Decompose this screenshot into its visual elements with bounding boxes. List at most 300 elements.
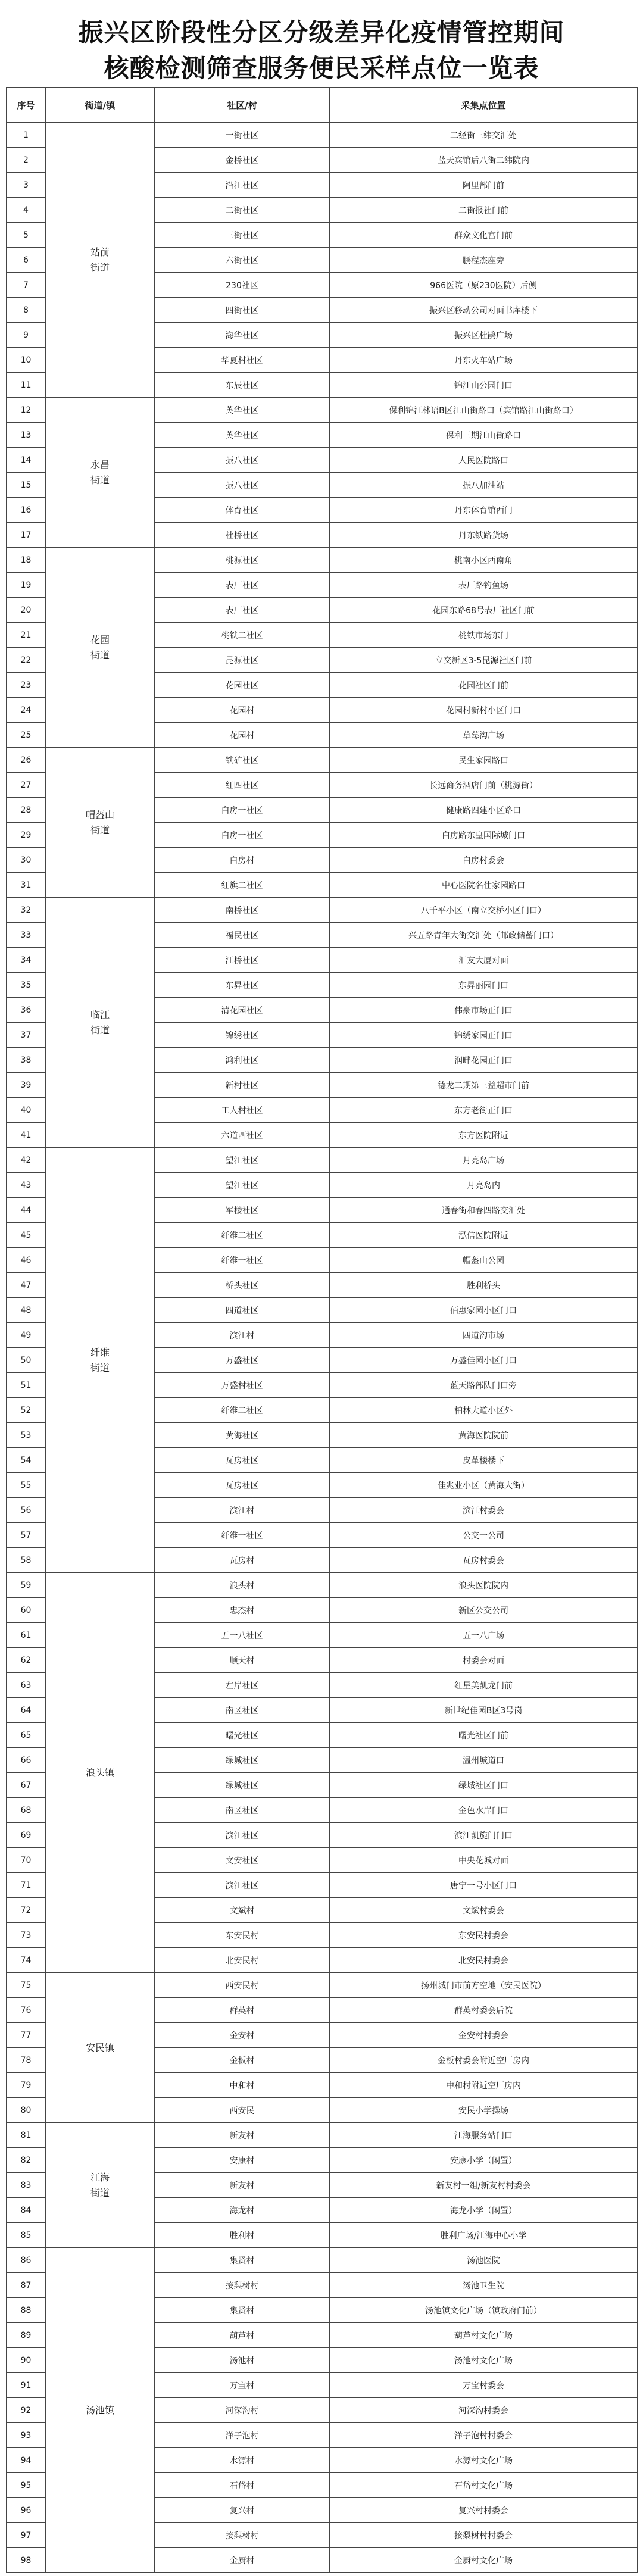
- row-index: 80: [7, 2098, 46, 2123]
- row-index: 42: [7, 1148, 46, 1173]
- sampling-location: 丹东铁路货场: [330, 523, 638, 548]
- row-index: 1: [7, 123, 46, 148]
- sampling-location: 长远商务酒店门前（桃源街）: [330, 773, 638, 798]
- community-name: 河深沟村: [155, 2398, 330, 2423]
- row-index: 79: [7, 2073, 46, 2098]
- table-row: [7, 548, 638, 573]
- row-index: 10: [7, 348, 46, 373]
- community-name: 四道社区: [155, 1298, 330, 1323]
- community-name: 铁矿社区: [155, 748, 330, 773]
- community-name: 桃铁二社区: [155, 623, 330, 648]
- community-name: 南区社区: [155, 1698, 330, 1723]
- community-name: 五一八社区: [155, 1623, 330, 1648]
- sampling-location: 振八加油站: [330, 473, 638, 498]
- table-row: [7, 2123, 638, 2148]
- row-index: 59: [7, 1573, 46, 1598]
- row-index: 71: [7, 1873, 46, 1898]
- row-index: 76: [7, 1998, 46, 2023]
- street-name: 帽盔山 街道: [46, 748, 155, 898]
- row-index: 26: [7, 748, 46, 773]
- community-name: 东辰社区: [155, 373, 330, 398]
- sampling-location: 胜利广场/江海中心小学: [330, 2223, 638, 2248]
- sampling-location: 白房路东皇国际城门口: [330, 823, 638, 848]
- sampling-location: 东方医院附近: [330, 1123, 638, 1148]
- sampling-location: 兴五路青年大街交汇处（邮政储蓄门口）: [330, 923, 638, 948]
- community-name: 东安民村: [155, 1923, 330, 1948]
- table-body: [7, 123, 638, 2573]
- header-community: 社区/村: [155, 88, 330, 123]
- sampling-location: 丹东体育馆西门: [330, 498, 638, 523]
- community-name: 振八社区: [155, 448, 330, 473]
- community-name: 表厂社区: [155, 598, 330, 623]
- table-row: [7, 2248, 638, 2273]
- sampling-location: 花园村新村小区门口: [330, 698, 638, 723]
- sampling-location: 蓝天路部队门口旁: [330, 1373, 638, 1398]
- sampling-location: 公交一公司: [330, 1523, 638, 1548]
- sampling-location: 五一八广场: [330, 1623, 638, 1648]
- community-name: 英华社区: [155, 423, 330, 448]
- community-name: 曙光社区: [155, 1723, 330, 1748]
- sampling-location: 滨江村委会: [330, 1498, 638, 1523]
- community-name: 军楼社区: [155, 1198, 330, 1223]
- community-name: 三街社区: [155, 223, 330, 248]
- community-name: 南桥社区: [155, 898, 330, 923]
- sampling-location: 万宝村委会: [330, 2373, 638, 2398]
- community-name: 沿江社区: [155, 173, 330, 198]
- row-index: 54: [7, 1448, 46, 1473]
- row-index: 47: [7, 1273, 46, 1298]
- row-index: 63: [7, 1673, 46, 1698]
- community-name: 忠杰村: [155, 1598, 330, 1623]
- row-index: 34: [7, 948, 46, 973]
- row-index: 60: [7, 1598, 46, 1623]
- community-name: 绿城社区: [155, 1748, 330, 1773]
- community-name: 昆源社区: [155, 648, 330, 673]
- community-name: 一街社区: [155, 123, 330, 148]
- street-name: 纤维 街道: [46, 1148, 155, 1573]
- community-name: 纤维二社区: [155, 1223, 330, 1248]
- community-name: 集贤村: [155, 2248, 330, 2273]
- row-index: 65: [7, 1723, 46, 1748]
- row-index: 88: [7, 2298, 46, 2323]
- sampling-location: 润畔花园正门口: [330, 1048, 638, 1073]
- sampling-location: 汇友大厦对面: [330, 948, 638, 973]
- community-name: 顺天村: [155, 1648, 330, 1673]
- sampling-location: 二街报社门前: [330, 198, 638, 223]
- row-index: 64: [7, 1698, 46, 1723]
- community-name: 洋子泡村: [155, 2423, 330, 2448]
- row-index: 52: [7, 1398, 46, 1423]
- sampling-location: 佰惠家园小区门口: [330, 1298, 638, 1323]
- sampling-location: 汤池镇文化广场（镇政府门前）: [330, 2298, 638, 2323]
- row-index: 82: [7, 2148, 46, 2173]
- row-index: 94: [7, 2448, 46, 2473]
- sampling-location: 柏林大道小区外: [330, 1398, 638, 1423]
- sampling-location: 洋子泡村村委会: [330, 2423, 638, 2448]
- sampling-location: 河深沟村委会: [330, 2398, 638, 2423]
- row-index: 50: [7, 1348, 46, 1373]
- sampling-location: 桃南小区西南角: [330, 548, 638, 573]
- page-title: 振兴区阶段性分区分级差异化疫情管控期间: [78, 18, 565, 47]
- row-index: 84: [7, 2198, 46, 2223]
- sampling-location: 蓝天宾馆后八街二纬院内: [330, 148, 638, 173]
- community-name: 白房一社区: [155, 823, 330, 848]
- community-name: 纤维二社区: [155, 1398, 330, 1423]
- row-index: 73: [7, 1923, 46, 1948]
- row-index: 40: [7, 1098, 46, 1123]
- street-name: 汤池镇: [46, 2248, 155, 2573]
- row-index: 18: [7, 548, 46, 573]
- row-index: 56: [7, 1498, 46, 1523]
- community-name: 桥头社区: [155, 1273, 330, 1298]
- community-name: 海龙村: [155, 2198, 330, 2223]
- sampling-location: 接梨树村村委会: [330, 2523, 638, 2548]
- community-name: 锦绣社区: [155, 1023, 330, 1048]
- sampling-location: 佳兆业小区（黄海大街）: [330, 1473, 638, 1498]
- community-name: 花园村: [155, 698, 330, 723]
- sampling-location: 北安民村委会: [330, 1948, 638, 1973]
- community-name: 复兴村: [155, 2498, 330, 2523]
- row-index: 14: [7, 448, 46, 473]
- sampling-location: 新区公交公司: [330, 1598, 638, 1623]
- community-name: 望江社区: [155, 1173, 330, 1198]
- community-name: 胜利村: [155, 2223, 330, 2248]
- sampling-location: 966医院（原230医院）后侧: [330, 273, 638, 298]
- row-index: 44: [7, 1198, 46, 1223]
- sampling-location: 立交新区3-5昆源社区门前: [330, 648, 638, 673]
- header-index: 序号: [7, 88, 46, 123]
- table-row: [7, 123, 638, 148]
- row-index: 21: [7, 623, 46, 648]
- community-name: 白房一社区: [155, 798, 330, 823]
- community-name: 南区社区: [155, 1798, 330, 1823]
- community-name: 英华社区: [155, 398, 330, 423]
- community-name: 四街社区: [155, 298, 330, 323]
- row-index: 29: [7, 823, 46, 848]
- sampling-location: 德龙二期第三益超市门前: [330, 1073, 638, 1098]
- row-index: 28: [7, 798, 46, 823]
- sampling-location: 中心医院名仕家园路口: [330, 873, 638, 898]
- row-index: 13: [7, 423, 46, 448]
- table-row: [7, 898, 638, 923]
- sampling-location: 曙光社区门前: [330, 1723, 638, 1748]
- table-header-row: [7, 88, 638, 123]
- row-index: 67: [7, 1773, 46, 1798]
- sampling-location: 滨江凯旋门门口: [330, 1823, 638, 1848]
- row-index: 43: [7, 1173, 46, 1198]
- table-row: [7, 398, 638, 423]
- header-location: 采集点位置: [330, 88, 638, 123]
- community-name: 杜桥社区: [155, 523, 330, 548]
- row-index: 57: [7, 1523, 46, 1548]
- sampling-location: 海龙小学（闲置）: [330, 2198, 638, 2223]
- sampling-location: 皮革楼楼下: [330, 1448, 638, 1473]
- row-index: 46: [7, 1248, 46, 1273]
- row-index: 23: [7, 673, 46, 698]
- community-name: 左岸社区: [155, 1673, 330, 1698]
- row-index: 12: [7, 398, 46, 423]
- sampling-location: 群众文化宫门前: [330, 223, 638, 248]
- row-index: 97: [7, 2523, 46, 2548]
- table-row: [7, 1148, 638, 1173]
- row-index: 5: [7, 223, 46, 248]
- sampling-location: 保利三期江山街路口: [330, 423, 638, 448]
- community-name: 金板村: [155, 2048, 330, 2073]
- community-name: 葫芦村: [155, 2323, 330, 2348]
- community-name: 白房村: [155, 848, 330, 873]
- community-name: 花园村: [155, 723, 330, 748]
- sampling-location: 金安村村委会: [330, 2023, 638, 2048]
- community-name: 鸿利社区: [155, 1048, 330, 1073]
- sampling-location: 浪头医院院内: [330, 1573, 638, 1598]
- sampling-location: 健康路四建小区路口: [330, 798, 638, 823]
- row-index: 98: [7, 2548, 46, 2573]
- row-index: 36: [7, 998, 46, 1023]
- community-name: 滨江社区: [155, 1823, 330, 1848]
- sampling-location: 阿里部门前: [330, 173, 638, 198]
- sampling-location: 金色水岸门口: [330, 1798, 638, 1823]
- sampling-location: 花园社区门前: [330, 673, 638, 698]
- community-name: 瓦房社区: [155, 1448, 330, 1473]
- sampling-location: 二经街三纬交汇处: [330, 123, 638, 148]
- sampling-location: 表厂路钓鱼场: [330, 573, 638, 598]
- row-index: 53: [7, 1423, 46, 1448]
- row-index: 33: [7, 923, 46, 948]
- sampling-location: 温州城道口: [330, 1748, 638, 1773]
- community-name: 万盛村社区: [155, 1373, 330, 1398]
- row-index: 74: [7, 1948, 46, 1973]
- row-index: 41: [7, 1123, 46, 1148]
- sampling-location: 鹏程杰座旁: [330, 248, 638, 273]
- community-name: 工人村社区: [155, 1098, 330, 1123]
- sampling-location: 复兴村村委会: [330, 2498, 638, 2523]
- row-index: 15: [7, 473, 46, 498]
- community-name: 接梨树村: [155, 2523, 330, 2548]
- row-index: 58: [7, 1548, 46, 1573]
- community-name: 华夏村社区: [155, 348, 330, 373]
- row-index: 70: [7, 1848, 46, 1873]
- street-name: 江海 街道: [46, 2123, 155, 2248]
- sampling-location: 东方老街正门口: [330, 1098, 638, 1123]
- community-name: 群英村: [155, 1998, 330, 2023]
- community-name: 望江社区: [155, 1148, 330, 1173]
- row-index: 87: [7, 2273, 46, 2298]
- community-name: 体育社区: [155, 498, 330, 523]
- sampling-location: 桃铁市场东门: [330, 623, 638, 648]
- street-name: 安民镇: [46, 1973, 155, 2123]
- sampling-location: 丹东火车站广场: [330, 348, 638, 373]
- community-name: 桃源社区: [155, 548, 330, 573]
- community-name: 东昇社区: [155, 973, 330, 998]
- street-name: 临江 街道: [46, 898, 155, 1148]
- row-index: 6: [7, 248, 46, 273]
- community-name: 金桥社区: [155, 148, 330, 173]
- community-name: 六道西社区: [155, 1123, 330, 1148]
- row-index: 38: [7, 1048, 46, 1073]
- row-index: 35: [7, 973, 46, 998]
- row-index: 32: [7, 898, 46, 923]
- row-index: 11: [7, 373, 46, 398]
- header-street: 街道/镇: [46, 88, 155, 123]
- row-index: 78: [7, 2048, 46, 2073]
- community-name: 花园社区: [155, 673, 330, 698]
- row-index: 16: [7, 498, 46, 523]
- row-index: 77: [7, 2023, 46, 2048]
- row-index: 72: [7, 1898, 46, 1923]
- community-name: 中和村: [155, 2073, 330, 2098]
- row-index: 7: [7, 273, 46, 298]
- street-name: 永昌 街道: [46, 398, 155, 548]
- sampling-location: 新友村一组/新友村村委会: [330, 2173, 638, 2198]
- community-name: 红四社区: [155, 773, 330, 798]
- community-name: 金安村: [155, 2023, 330, 2048]
- sampling-location: 汤池卫生院: [330, 2273, 638, 2298]
- sampling-location: 白房村委会: [330, 848, 638, 873]
- community-name: 西安民: [155, 2098, 330, 2123]
- sampling-location: 草莓沟广场: [330, 723, 638, 748]
- row-index: 81: [7, 2123, 46, 2148]
- community-name: 新友村: [155, 2173, 330, 2198]
- row-index: 93: [7, 2423, 46, 2448]
- row-index: 9: [7, 323, 46, 348]
- community-name: 金厨村: [155, 2548, 330, 2573]
- community-name: 水源村: [155, 2448, 330, 2473]
- row-index: 91: [7, 2373, 46, 2398]
- row-index: 68: [7, 1798, 46, 1823]
- row-index: 25: [7, 723, 46, 748]
- community-name: 新友村: [155, 2123, 330, 2148]
- community-name: 万宝村: [155, 2373, 330, 2398]
- row-index: 37: [7, 1023, 46, 1048]
- row-index: 69: [7, 1823, 46, 1848]
- sampling-location: 江海服务站门口: [330, 2123, 638, 2148]
- row-index: 31: [7, 873, 46, 898]
- sampling-location: 人民医院路口: [330, 448, 638, 473]
- community-name: 六街社区: [155, 248, 330, 273]
- row-index: 2: [7, 148, 46, 173]
- sampling-location: 泓信医院附近: [330, 1223, 638, 1248]
- row-index: 20: [7, 598, 46, 623]
- row-index: 92: [7, 2398, 46, 2423]
- sampling-location: 万盛佳园小区门口: [330, 1348, 638, 1373]
- street-name: 花园 街道: [46, 548, 155, 748]
- street-name: 浪头镇: [46, 1573, 155, 1973]
- sampling-location: 四道沟市场: [330, 1323, 638, 1348]
- sampling-location: 通春街和春四路交汇处: [330, 1198, 638, 1223]
- community-name: 西安民村: [155, 1973, 330, 1998]
- community-name: 北安民村: [155, 1948, 330, 1973]
- row-index: 8: [7, 298, 46, 323]
- row-index: 86: [7, 2248, 46, 2273]
- sampling-points-table: [6, 87, 638, 2573]
- sampling-location: 帽盔山公园: [330, 1248, 638, 1273]
- sampling-location: 汤池医院: [330, 2248, 638, 2273]
- row-index: 96: [7, 2498, 46, 2523]
- row-index: 66: [7, 1748, 46, 1773]
- row-index: 51: [7, 1373, 46, 1398]
- community-name: 红旗二社区: [155, 873, 330, 898]
- row-index: 3: [7, 173, 46, 198]
- sampling-location: 新世纪佳园B区3号岗: [330, 1698, 638, 1723]
- row-index: 90: [7, 2348, 46, 2373]
- sampling-location: 东安民村委会: [330, 1923, 638, 1948]
- community-name: 滨江村: [155, 1498, 330, 1523]
- row-index: 55: [7, 1473, 46, 1498]
- sampling-location: 民生家园路口: [330, 748, 638, 773]
- sampling-location: 汤池村文化广场: [330, 2348, 638, 2373]
- row-index: 85: [7, 2223, 46, 2248]
- community-name: 滨江村: [155, 1323, 330, 1348]
- community-name: 纤维一社区: [155, 1523, 330, 1548]
- sampling-location: 唐宁一号小区门口: [330, 1873, 638, 1898]
- community-name: 清花园社区: [155, 998, 330, 1023]
- sampling-location: 胜利桥头: [330, 1273, 638, 1298]
- sampling-location: 振兴区移动公司对面书库楼下: [330, 298, 638, 323]
- table-row: [7, 1973, 638, 1998]
- community-name: 瓦房社区: [155, 1473, 330, 1498]
- sampling-location: 扬州城门市前方空地（安民医院）: [330, 1973, 638, 1998]
- sampling-location: 红星美凯龙门前: [330, 1673, 638, 1698]
- sampling-location: 保利锦江林语B区江山街路口（宾馆路江山街路口）: [330, 398, 638, 423]
- row-index: 22: [7, 648, 46, 673]
- table-row: [7, 1573, 638, 1598]
- sampling-location: 金厨村文化广场: [330, 2548, 638, 2573]
- row-index: 39: [7, 1073, 46, 1098]
- community-name: 江桥社区: [155, 948, 330, 973]
- community-name: 滨江社区: [155, 1873, 330, 1898]
- community-name: 瓦房村: [155, 1548, 330, 1573]
- community-name: 文安社区: [155, 1848, 330, 1873]
- row-index: 30: [7, 848, 46, 873]
- row-index: 24: [7, 698, 46, 723]
- row-index: 75: [7, 1973, 46, 1998]
- street-name: 站前 街道: [46, 123, 155, 398]
- sampling-location: 文斌村委会: [330, 1898, 638, 1923]
- row-index: 62: [7, 1648, 46, 1673]
- row-index: 45: [7, 1223, 46, 1248]
- page-subtitle: 核酸检测筛查服务便民采样点位一览表: [104, 54, 539, 83]
- row-index: 17: [7, 523, 46, 548]
- row-index: 48: [7, 1298, 46, 1323]
- sampling-location: 锦绣家园正门口: [330, 1023, 638, 1048]
- sampling-location: 振兴区杜鹃广场: [330, 323, 638, 348]
- sampling-location: 村委会对面: [330, 1648, 638, 1673]
- sampling-location: 葫芦村文化广场: [330, 2323, 638, 2348]
- community-name: 石岱村: [155, 2473, 330, 2498]
- sampling-location: 锦江山公园门口: [330, 373, 638, 398]
- sampling-location: 石岱村文化广场: [330, 2473, 638, 2498]
- sampling-location: 绿城社区门口: [330, 1773, 638, 1798]
- community-name: 二街社区: [155, 198, 330, 223]
- row-index: 95: [7, 2473, 46, 2498]
- community-name: 汤池村: [155, 2348, 330, 2373]
- community-name: 表厂社区: [155, 573, 330, 598]
- sampling-location: 东昇丽园门口: [330, 973, 638, 998]
- sampling-location: 瓦房村委会: [330, 1548, 638, 1573]
- sampling-location: 水源村文化广场: [330, 2448, 638, 2473]
- community-name: 纤维一社区: [155, 1248, 330, 1273]
- sampling-location: 群英村委会后院: [330, 1998, 638, 2023]
- table-row: [7, 748, 638, 773]
- community-name: 集贤村: [155, 2298, 330, 2323]
- row-index: 19: [7, 573, 46, 598]
- row-index: 27: [7, 773, 46, 798]
- community-name: 振八社区: [155, 473, 330, 498]
- community-name: 海华社区: [155, 323, 330, 348]
- community-name: 万盛社区: [155, 1348, 330, 1373]
- community-name: 文斌村: [155, 1898, 330, 1923]
- sampling-location: 花园东路68号表厂社区门前: [330, 598, 638, 623]
